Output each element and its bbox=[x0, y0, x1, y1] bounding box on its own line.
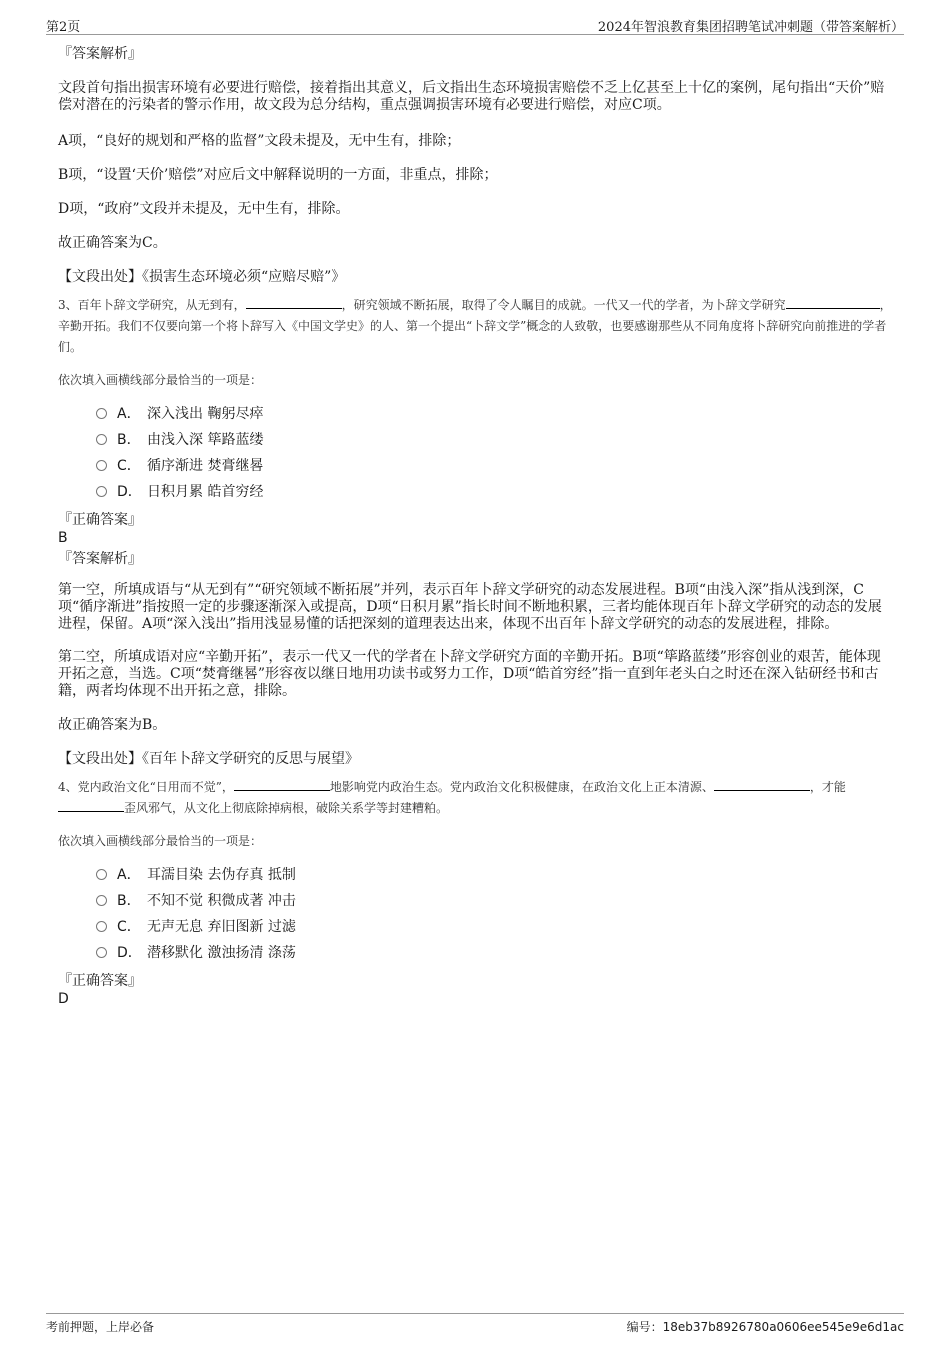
analysis-label: 『答案解析』 bbox=[58, 551, 142, 567]
question-text: 歪风邪气，从文化上彻底除掉病根，破除关系学等封建糟粕。 bbox=[124, 801, 449, 815]
option-text: 潜移默化 激浊扬清 涤荡 bbox=[147, 945, 296, 961]
question-prompt: 依次填入画横线部分最恰当的一项是： bbox=[58, 373, 263, 387]
option-a[interactable] bbox=[58, 862, 894, 888]
radio-icon[interactable] bbox=[96, 921, 107, 932]
option-text: 由浅入深 筚路蓝缕 bbox=[147, 432, 264, 448]
doc-title: 2024年智浪教育集团招聘笔试冲刺题（带答案解析） bbox=[597, 20, 904, 35]
option-text: 无声无息 弃旧图新 过滤 bbox=[147, 919, 296, 935]
correct-answer: B bbox=[58, 530, 68, 546]
option-letter: A． bbox=[117, 406, 141, 422]
radio-icon[interactable] bbox=[96, 460, 107, 471]
radio-icon[interactable] bbox=[96, 895, 107, 906]
option-b[interactable] bbox=[58, 888, 894, 914]
answer-conclusion: 故正确答案为C。 bbox=[58, 235, 167, 251]
fill-blank bbox=[714, 778, 810, 791]
page-header bbox=[46, 14, 904, 35]
radio-icon[interactable] bbox=[96, 869, 107, 880]
option-letter: D． bbox=[117, 484, 142, 500]
footer-doc-id: 编号：18eb37b8926780a0606ee545e9e6d1ac bbox=[626, 1320, 904, 1334]
question-prompt: 依次填入画横线部分最恰当的一项是： bbox=[58, 834, 263, 848]
analysis-option-b: B项，“设置‘天价’赔偿”对应后文中解释说明的一方面，非重点，排除； bbox=[58, 167, 498, 183]
analysis-label: 『答案解析』 bbox=[58, 46, 142, 62]
source-citation: 【文段出处】《损害生态环境必须“应赔尽赔”》 bbox=[58, 269, 346, 285]
option-c[interactable] bbox=[58, 914, 894, 940]
fill-blank bbox=[234, 778, 330, 791]
fill-blank bbox=[246, 296, 342, 309]
fill-blank bbox=[58, 799, 124, 812]
answer-conclusion: 故正确答案为B。 bbox=[58, 717, 167, 733]
question-text: 地影响党内政治生态。党内政治文化积极健康，在政治文化上正本清源、 bbox=[329, 780, 714, 794]
option-letter: B． bbox=[117, 432, 141, 448]
correct-answer-label: 『正确答案』 bbox=[58, 512, 142, 528]
question-3-stem bbox=[58, 295, 894, 358]
question-text: ，研究领域不断拓展，取得了令人瞩目的成就。一代又一代的学者，为卜辞文学研究 bbox=[341, 298, 786, 312]
analysis-paragraph: 文段首句指出损害环境有必要进行赔偿，接着指出其意义，后文指出生态环境损害赔偿不乏上亿甚至上十亿的案例，尾句指出“天价”赔偿对潜在的污染者的警示作用，故文段为总分结构，重点强调损害环境有必要进行赔偿，对应C项。 bbox=[58, 80, 885, 113]
option-letter: A． bbox=[117, 867, 141, 883]
question-4-stem bbox=[58, 777, 894, 819]
option-d[interactable] bbox=[58, 479, 894, 505]
question-text: 3、百年卜辞文学研究，从无到有， bbox=[58, 298, 246, 312]
page-content bbox=[58, 46, 894, 1008]
page-number: 第2页 bbox=[46, 20, 81, 35]
option-text: 循序渐进 焚膏继晷 bbox=[147, 458, 264, 474]
footer-slogan: 考前押题，上岸必备 bbox=[46, 1320, 155, 1334]
page-footer bbox=[46, 1313, 904, 1338]
question-4-options bbox=[58, 862, 894, 966]
option-text: 日积月累 皓首穷经 bbox=[147, 484, 264, 500]
radio-icon[interactable] bbox=[96, 947, 107, 958]
analysis-option-d: D项，“政府”文段并未提及，无中生有，排除。 bbox=[58, 201, 350, 217]
correct-answer: D bbox=[58, 991, 69, 1007]
analysis-paragraph: 第二空，所填成语对应“辛勤开拓”，表示一代又一代的学者在卜辞文学研究方面的辛勤开拓。B项“筚路蓝缕”形容创业的艰苦，能体现开拓之意，当选。C项“焚膏继晷”形容夜以继日地用功读书或努力工作，D项“皓首穷经”指一直到年老头白之时还在深入钻研经书和古籍，两者均体现不出开拓之意，排除。 bbox=[58, 649, 881, 699]
analysis-paragraph: 第一空，所填成语与“从无到有”“研究领域不断拓展”并列，表示百年卜辞文学研究的动态发展进程。B项“由浅入深”指从浅到深，C项“循序渐进”指按照一定的步骤逐渐深入或提高，D项“日积月累”指长时间不断地积累，三者均能体现百年卜辞文学研究的动态的发展进程，保留。A项“深入浅出”指用浅显易懂的话把深刻的道理表达出来，体现不出百年卜辞文学研究的动态的发展进程，排除。 bbox=[58, 582, 882, 632]
option-letter: C． bbox=[117, 458, 141, 474]
radio-icon[interactable] bbox=[96, 408, 107, 419]
question-text: 4、党内政治文化“日用而不觉”， bbox=[58, 780, 234, 794]
option-b[interactable] bbox=[58, 427, 894, 453]
question-text: ，才能 bbox=[809, 780, 846, 794]
question-3-options bbox=[58, 401, 894, 505]
radio-icon[interactable] bbox=[96, 486, 107, 497]
fill-blank bbox=[786, 296, 880, 309]
option-text: 深入浅出 鞠躬尽瘁 bbox=[147, 406, 264, 422]
source-citation: 【文段出处】《百年卜辞文学研究的反思与展望》 bbox=[58, 751, 359, 767]
option-letter: D． bbox=[117, 945, 142, 961]
option-c[interactable] bbox=[58, 453, 894, 479]
option-letter: B． bbox=[117, 893, 141, 909]
option-a[interactable] bbox=[58, 401, 894, 427]
option-text: 不知不觉 积微成著 冲击 bbox=[147, 893, 296, 909]
option-text: 耳濡目染 去伪存真 抵制 bbox=[147, 867, 296, 883]
option-letter: C． bbox=[117, 919, 141, 935]
radio-icon[interactable] bbox=[96, 434, 107, 445]
option-d[interactable] bbox=[58, 940, 894, 966]
question-text: ，辛勤开拓。我们不仅要向第一个将卜辞写入《中国文学史》的人、第一个提出“卜辞文学”概念的人致敬，也要感谢那些从不同角度将卜辞研究向前推进的学者们。 bbox=[58, 298, 892, 354]
correct-answer-label: 『正确答案』 bbox=[58, 973, 142, 989]
analysis-option-a: A项，“良好的规划和严格的监督”文段未提及，无中生有，排除； bbox=[58, 133, 461, 149]
